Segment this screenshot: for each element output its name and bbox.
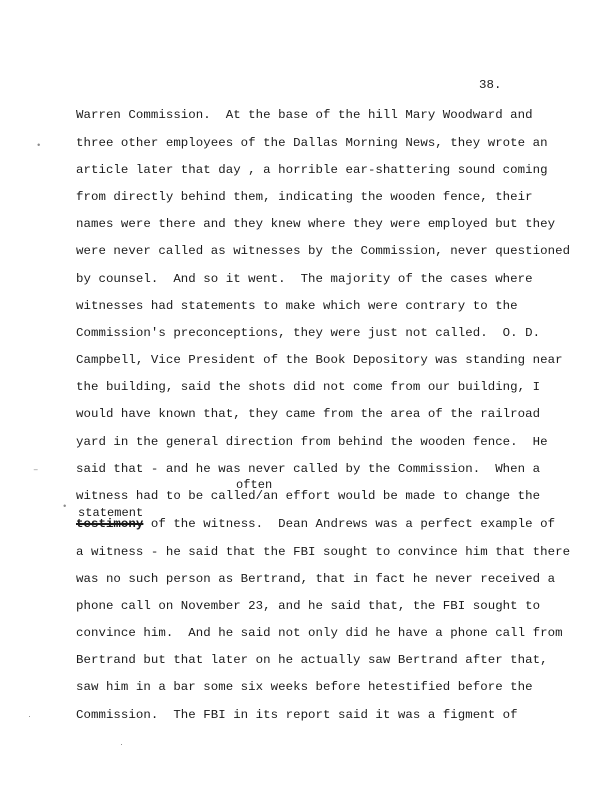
text-line-23: Commission. The FBI in its report said it was a figment of	[76, 708, 518, 722]
scan-speck: ․	[120, 738, 124, 748]
handwritten-insert-statement: statement	[78, 506, 144, 520]
text-line-10: Campbell, Vice President of the Book Depository was standing near	[76, 353, 563, 367]
text-line-7: by counsel. And so it went. The majority of the cases where	[76, 272, 533, 286]
text-line-17: a witness - he said that the FBI sought to convince him that there	[76, 545, 571, 559]
text-line-4: from directly behind them, indicating the wooden fence, their	[76, 190, 533, 204]
text-line-22: saw him in a bar some six weeks before hetestified before the	[76, 680, 533, 694]
text-line-21: Bertrand but that later on he actually saw Bertrand after that,	[76, 653, 548, 667]
text-line-11: the building, said the shots did not come from our building, I	[76, 380, 541, 394]
page-number: 38.	[479, 78, 502, 92]
text-line-13: yard in the general direction from behind the wooden fence. He	[76, 435, 548, 449]
text-line-8: witnesses had statements to make which were contrary to the	[76, 299, 518, 313]
text-line-20: convince him. And he said not only did he have a phone call from	[76, 626, 563, 640]
text-line-19: phone call on November 23, and he said that, the FBI sought to	[76, 599, 541, 613]
text-line-14: said that - and he was never called by the Commission. When a	[76, 462, 541, 476]
struck-word: testimony	[76, 517, 144, 531]
text-line-12: would have known that, they came from the area of the railroad	[76, 407, 541, 421]
text-line-18: was no such person as Bertrand, that in fact he never received a	[76, 572, 556, 586]
scan-speck: •	[36, 141, 42, 151]
handwritten-insert-often: often	[236, 478, 273, 492]
text-line-15: witness had to be called/an effort would be made to change the	[76, 489, 541, 503]
text-line-3: article later that day , a horrible ear-shattering sound coming	[76, 163, 548, 177]
scan-speck: •	[62, 502, 68, 512]
scan-speck: ․	[28, 710, 32, 720]
text-line-1: Warren Commission. At the base of the hill Mary Woodward and	[76, 108, 533, 122]
text-line-2: three other employees of the Dallas Morning News, they wrote an	[76, 136, 548, 150]
text-line-16	[76, 517, 555, 531]
text-line-16-rest: of the witness. Dean Andrews was a perfect example of	[143, 517, 556, 531]
text-line-6: were never called as witnesses by the Commission, never questioned	[76, 244, 571, 258]
text-line-9: Commission's preconceptions, they were just not called. O. D.	[76, 326, 541, 340]
text-line-5: names were there and they knew where they were employed but they	[76, 217, 556, 231]
scan-speck: –	[33, 465, 39, 475]
